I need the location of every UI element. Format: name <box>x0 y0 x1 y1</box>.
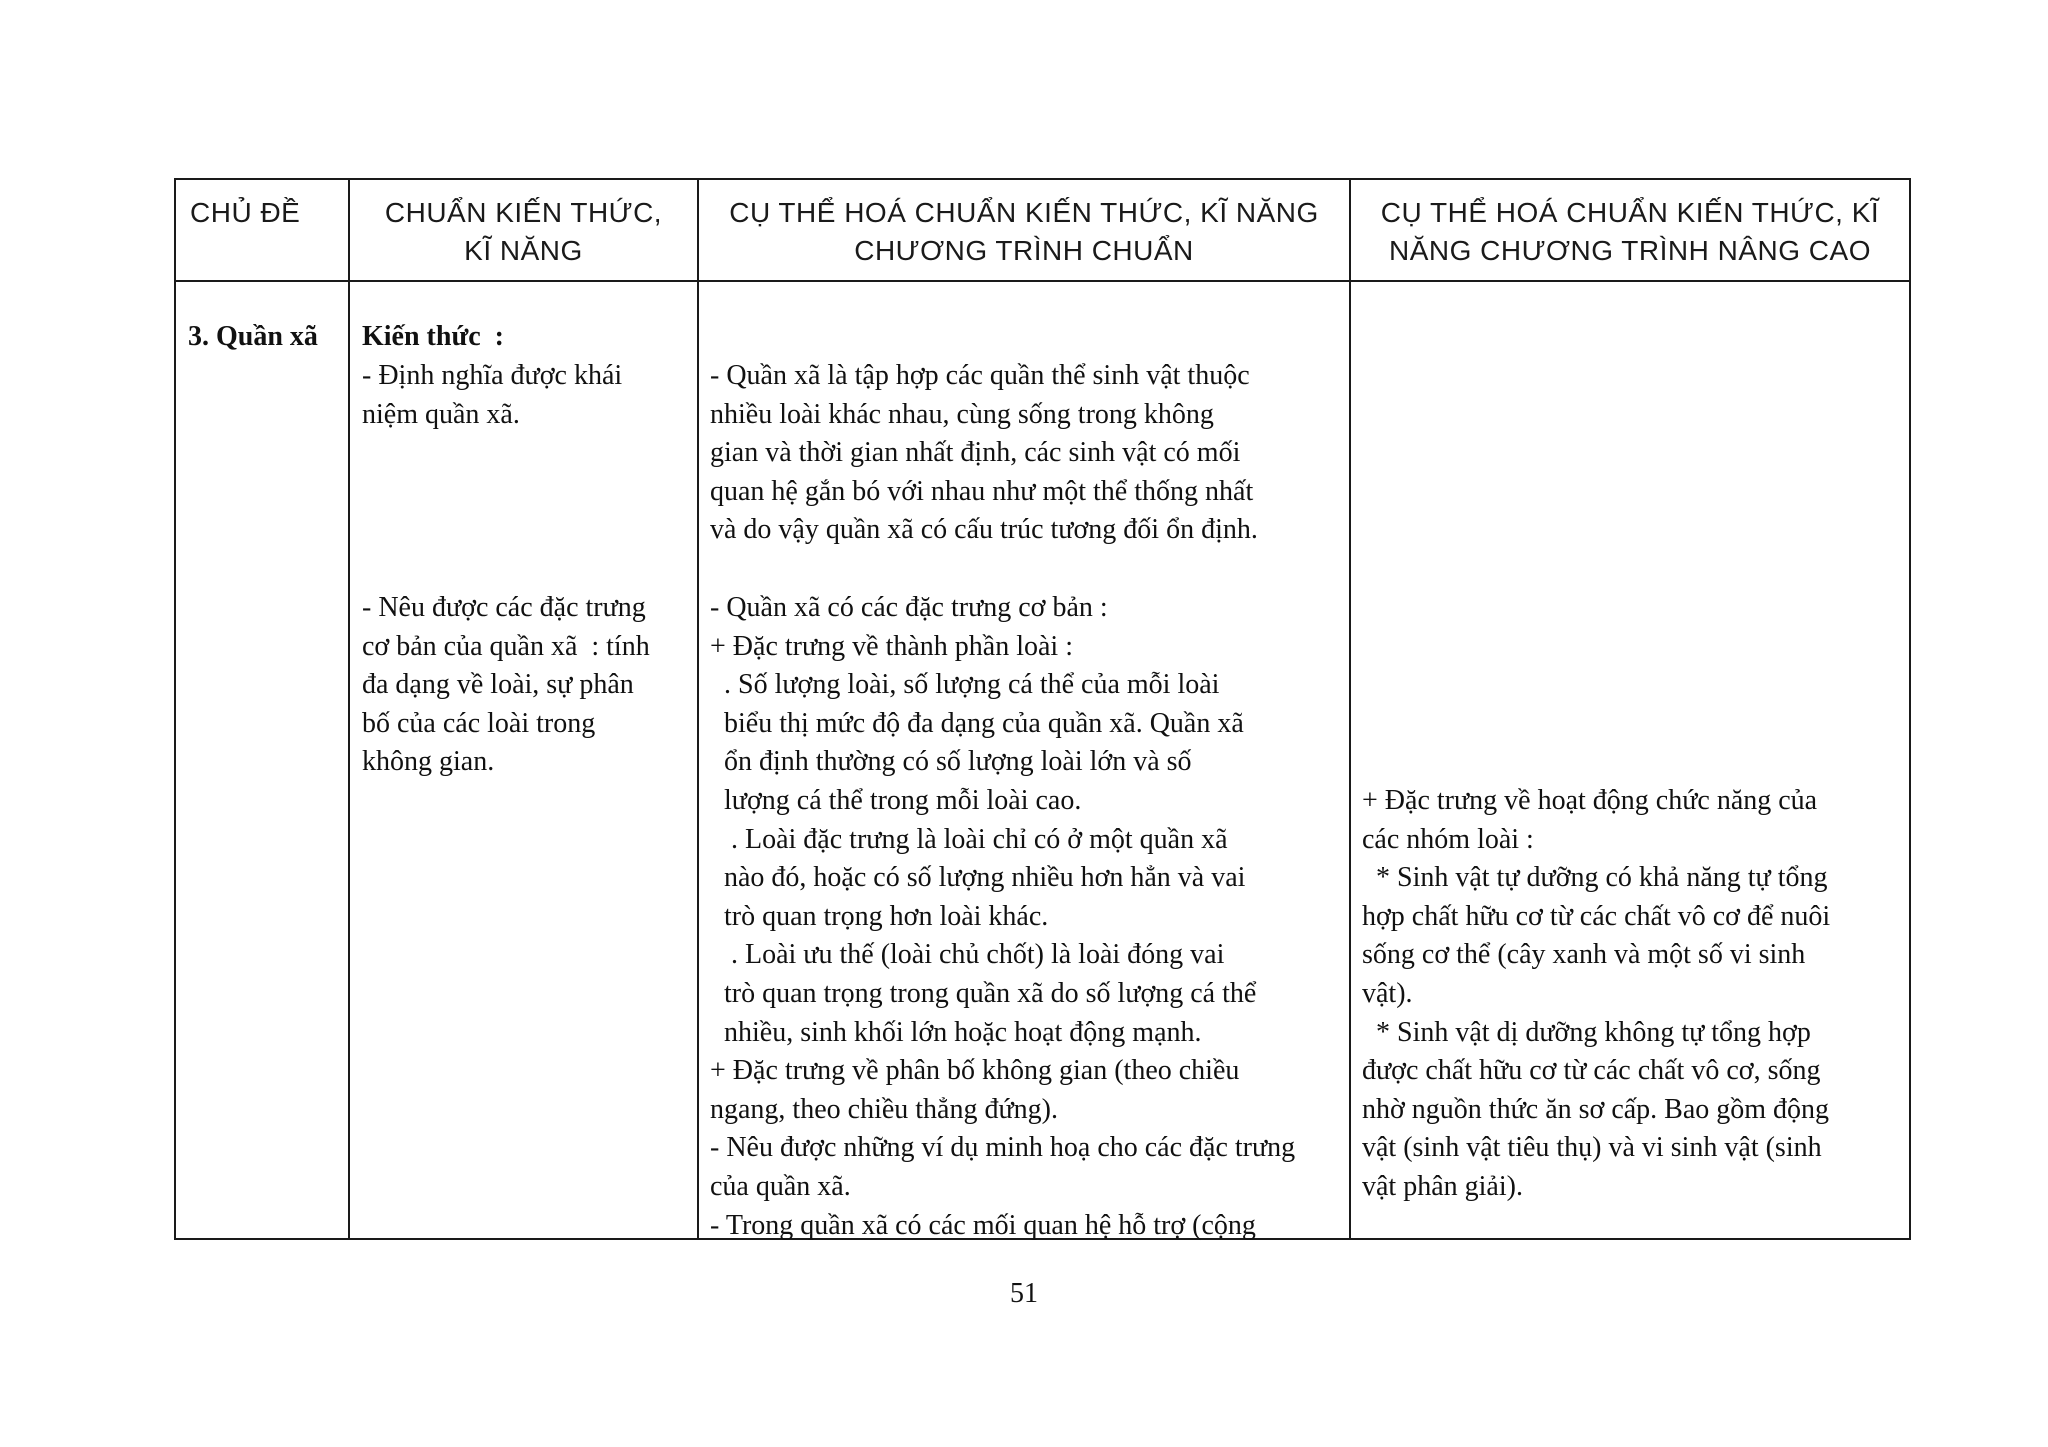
header-basic-line2: CHƯƠNG TRÌNH CHUẨN <box>854 235 1194 266</box>
header-advanced-program <box>1351 194 1909 270</box>
header-divider <box>176 280 1909 282</box>
standards-table <box>174 178 1911 1240</box>
header-basic-program <box>699 194 1349 270</box>
header-standards-line1: CHUẨN KIẾN THỨC, <box>384 197 663 228</box>
header-advanced-line2: NĂNG CHƯƠNG TRÌNH NÂNG CAO <box>1389 235 1871 266</box>
basic-definition: - Quần xã là tập hợp các quần thể sinh vật thuộc nhiều loài khác nhau, cùng sống trong không gian và thời gian nhất định, các sinh vật có mối quan hệ gắn bó với nhau như một thể thống nhất và do vậy quần xã có cấu trúc tương đối ổn định. <box>710 360 1258 546</box>
standard-characteristics: - Nêu được các đặc trưng cơ bản của quần xã : tính đa dạng về loài, sự phân bố của các loài trong không gian. <box>362 592 650 778</box>
standard-definition: - Định nghĩa được khái niệm quần xã. <box>362 360 623 430</box>
column-divider <box>697 180 699 1238</box>
topic-cell: 3. Quần xã <box>188 321 318 352</box>
header-standards-line2: KĨ NĂNG <box>464 235 583 266</box>
header-topic: CHỦ ĐỀ <box>190 197 301 228</box>
header-basic-line1: CỤ THỂ HOÁ CHUẨN KIẾN THỨC, KĨ NĂNG <box>729 197 1319 228</box>
column-divider <box>1349 180 1351 1238</box>
advanced-functional-characteristics: + Đặc trưng về hoạt động chức năng của các nhóm loài : * Sinh vật tự dưỡng có khả năng tự tổng hợp chất hữu cơ từ các chất vô cơ để nuôi sống cơ thể (cây xanh và một số vi sinh vật). * Sinh vật dị dưỡng không tự tổng hợp được chất hữu cơ từ các chất vô cơ, sống nhờ nguồn thức ăn sơ cấp. Bao gồm động vật (sinh vật tiêu thụ) và vi sinh vật (sinh vật phân giải). <box>1362 785 1831 1202</box>
basic-characteristics: - Quần xã có các đặc trưng cơ bản : + Đặc trưng về thành phần loài : . Số lượng loài, số lượng cá thể của mỗi loài biểu thị mức độ đa dạng của quần xã. Quần xã ổn định thường có số lượng loài lớn và số lượng cá thể trong mỗi loài cao. . Loài đặc trưng là loài chỉ có ở một quần xã nào đó, hoặc có số lượng nhiều hơn hẳn và vai trò quan trọng hơn loài khác. . Loài ưu thế (loài chủ chốt) là loài đóng vai trò quan trọng trong quần xã do số lượng cá thể nhiều, sinh khối lớn hoặc hoạt động mạnh. + Đặc trưng về phân bố không gian (theo chiều ngang, theo chiều thẳng đứng). - Nêu được những ví dụ minh hoạ cho các đặc trưng của quần xã. - Trong quần xã có các mối quan hệ hỗ trợ (cộng <box>710 592 1296 1241</box>
column-divider <box>348 180 350 1238</box>
page-number: 51 <box>1010 1278 1038 1309</box>
knowledge-heading: Kiến thức : <box>362 321 505 352</box>
header-advanced-line1: CỤ THỂ HOÁ CHUẨN KIẾN THỨC, KĨ <box>1380 197 1880 228</box>
header-standards <box>350 194 697 270</box>
